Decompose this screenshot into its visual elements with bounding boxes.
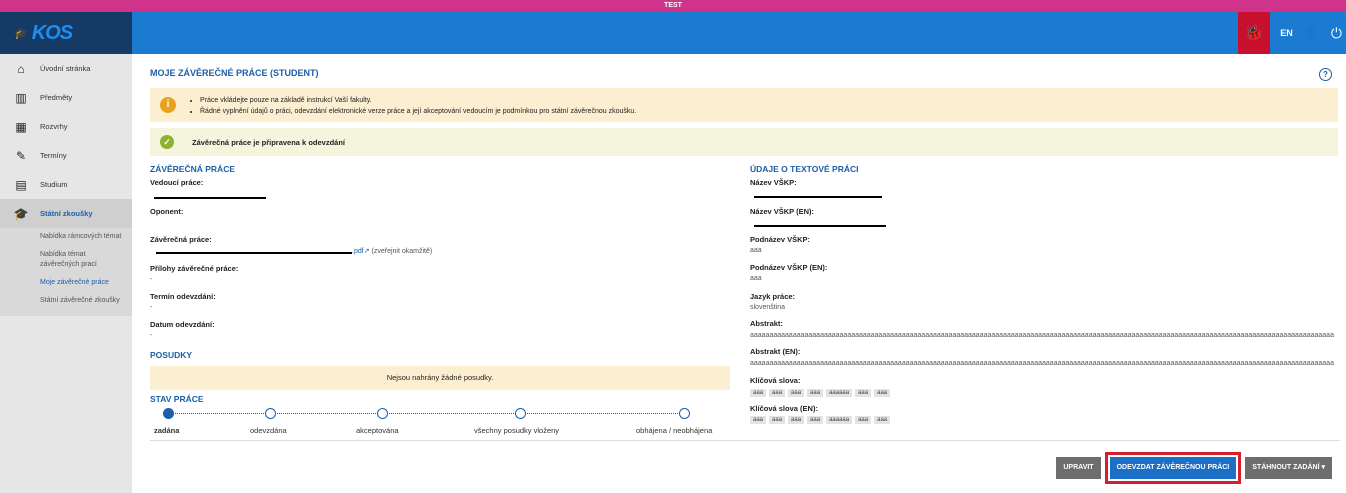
file-ext[interactable]: .pdf: [352, 248, 364, 255]
submit-date-value: -: [150, 332, 153, 339]
status-dot-accepted: [377, 408, 388, 419]
status-progress-line: [168, 413, 686, 414]
info-icon: i: [160, 97, 176, 113]
action-buttons: [1052, 452, 1332, 484]
subnav-my-theses[interactable]: Moje závěrečné práce: [40, 279, 109, 286]
attachments-label: Přílohy závěrečné práce:: [150, 264, 239, 273]
keyword-tag: aaa: [855, 389, 871, 397]
subnav-thesis-topics[interactable]: Nabídka témat závěrečných prací: [40, 251, 97, 268]
subtitle-label: Podnázev VŠKP:: [750, 235, 811, 244]
title-label: Název VŠKP:: [750, 178, 797, 187]
logo-text: KOS: [31, 21, 73, 44]
info-box: [150, 88, 1338, 122]
keyword-tag: aaaaaa: [826, 389, 852, 397]
reviews-section-title: POSUDKY: [150, 350, 193, 360]
keyword-tag: aaa: [769, 416, 785, 424]
attachments-value: -: [150, 276, 153, 283]
sidebar-item-study[interactable]: [0, 170, 132, 199]
redacted-title: [754, 196, 882, 198]
keywords-label: Klíčová slova:: [750, 376, 801, 385]
env-banner: TEST: [0, 0, 1346, 12]
sidebar-item-state-exams[interactable]: [0, 199, 132, 228]
graduation-cap-icon: 🎓: [13, 206, 29, 221]
graduation-cap-icon: 🎓: [14, 27, 28, 40]
no-reviews-message: Nejsou nahrány žádné posudky.: [150, 366, 730, 390]
subtitle-value: aaa: [750, 247, 762, 254]
abstract-en-label: Abstrakt (EN):: [750, 347, 801, 356]
thesis-section-title: ZÁVĚREČNÁ PRÁCE: [150, 164, 236, 174]
keyword-tag: aaa: [750, 389, 766, 397]
subtitle-en-label: Podnázev VŠKP (EN):: [750, 263, 828, 272]
page-title: MOJE ZÁVĚREČNÉ PRÁCE (STUDENT): [150, 68, 319, 78]
bug-report-icon[interactable]: 🐞: [1238, 12, 1270, 54]
check-icon: ✓: [160, 135, 174, 149]
sidebar-item-label: Předměty: [40, 93, 73, 102]
keyword-tag: aaaaaa: [826, 416, 852, 424]
status-step-label: odevzdána: [250, 426, 287, 435]
chevron-down-icon: ▾: [1321, 464, 1325, 471]
status-step-label: obhájena / neobhájena: [636, 426, 713, 435]
keywords-en-list: [750, 416, 890, 424]
sidebar-item-label: Rozvrhy: [40, 122, 68, 131]
text-info-section-title: ÚDAJE O TEXTOVÉ PRÁCI: [750, 164, 859, 174]
download-assignment-label: STÁHNOUT ZADÁNÍ: [1252, 464, 1320, 471]
highlighted-submit: [1105, 452, 1242, 484]
redacted-supervisor: [154, 197, 266, 199]
deadline-value: -: [150, 304, 153, 311]
user-icon[interactable]: 👤: [1302, 25, 1319, 40]
redacted-filename: [156, 252, 352, 254]
status-step-label: zadána: [154, 426, 180, 435]
status-dot-reviews: [515, 408, 526, 419]
sidebar-item-label: Studium: [40, 180, 68, 189]
opponent-label: Oponent:: [150, 207, 184, 216]
sidebar-item-home[interactable]: [0, 54, 132, 83]
sidebar-item-exams[interactable]: [0, 141, 132, 170]
language-switch[interactable]: EN: [1280, 28, 1293, 38]
book-icon: ▥: [15, 90, 27, 105]
sidebar-item-schedules[interactable]: [0, 112, 132, 141]
language-value: slovenština: [750, 304, 786, 311]
status-dot-submitted: [265, 408, 276, 419]
sidebar: [0, 54, 132, 493]
file-note: (zveřejnit okamžitě): [371, 248, 433, 255]
top-bar: [0, 12, 1346, 54]
ready-message: Závěrečná práce je připravena k odevzdání: [192, 138, 345, 147]
logo[interactable]: [0, 12, 132, 54]
submit-thesis-button[interactable]: ODEVZDAT ZÁVĚREČNOU PRÁCI: [1110, 457, 1237, 479]
sidebar-item-label: Termíny: [40, 151, 67, 160]
info-line: • Práce vkládejte pouze na základě instrukcí Vaší fakulty.: [200, 95, 636, 106]
logout-icon[interactable]: ⏻: [1330, 24, 1342, 41]
ready-box: [150, 128, 1338, 156]
help-icon[interactable]: ?: [1319, 68, 1332, 81]
sidebar-item-label: Státní zkoušky: [40, 209, 93, 218]
title-en-label: Název VŠKP (EN):: [750, 207, 815, 216]
keywords-list: [750, 389, 890, 397]
status-dot-assigned: [163, 408, 174, 419]
sidebar-item-subjects[interactable]: [0, 83, 132, 112]
edit-button[interactable]: UPRAVIT: [1056, 457, 1100, 479]
status-step-label: akceptována: [356, 426, 399, 435]
external-link-icon: ↗: [363, 248, 370, 255]
keyword-tag: aaa: [855, 416, 871, 424]
subnav-final-state-exams[interactable]: Státní závěrečné zkoušky: [40, 297, 120, 304]
sidebar-subnav: [0, 228, 132, 316]
exam-icon: ✎: [15, 148, 27, 163]
submit-date-label: Datum odevzdání:: [150, 320, 215, 329]
sidebar-item-label: Úvodní stránka: [40, 64, 91, 73]
info-line: • Řádné vyplnění údajů o práci, odevzdání elektronické verze práce a její akceptování vedoucím je podmínkou pro státní závěrečnou zkoušku.: [200, 106, 636, 117]
keyword-tag: aaa: [788, 416, 804, 424]
divider: [150, 440, 1340, 441]
supervisor-label: Vedoucí práce:: [150, 178, 204, 187]
status-dot-defended: [679, 408, 690, 419]
thesis-file-label: Závěrečná práce:: [150, 235, 212, 244]
keyword-tag: aaa: [874, 416, 890, 424]
keyword-tag: aaa: [750, 416, 766, 424]
keyword-tag: aaa: [769, 389, 785, 397]
keywords-en-label: Klíčová slova (EN):: [750, 404, 818, 413]
status-step-label: všechny posudky vloženy: [474, 426, 560, 435]
subtitle-en-value: aaa: [750, 275, 762, 282]
keyword-tag: aaa: [788, 389, 804, 397]
subnav-framework-topics[interactable]: Nabídka rámcových témat: [40, 233, 122, 240]
redacted-title-en: [754, 225, 886, 227]
thesis-file-link[interactable]: [352, 247, 432, 255]
status-section-title: STAV PRÁCE: [150, 394, 204, 404]
page-header: [150, 68, 1340, 78]
abstract-label: Abstrakt:: [750, 319, 783, 328]
abstract-value: aaaaaaaaaaaaaaaaaaaaaaaaaaaaaaaaaaaaaaaaaaaaaaaaaaaaaaaaaaaaaaaaaaaaaaaaaaaaaaaaaaaaaaaaaaaaaaaaaaaaaaaaaaaaaaaaaaaaaaaaaaaaaaaaaaaaaaaaaaaaaaaaaaaaaa: [750, 332, 1334, 339]
calendar-icon: ▦: [15, 119, 27, 134]
deadline-label: Termín odevzdání:: [150, 292, 216, 301]
abstract-en-value: aaaaaaaaaaaaaaaaaaaaaaaaaaaaaaaaaaaaaaaaaaaaaaaaaaaaaaaaaaaaaaaaaaaaaaaaaaaaaaaaaaaaaaaaaaaaaaaaaaaaaaaaaaaaaaaaaaaaaaaaaaaaaaaaaaaaaaaaaaaaaaaaaaaaaa: [750, 360, 1334, 367]
keyword-tag: aaa: [874, 389, 890, 397]
keyword-tag: aaa: [807, 416, 823, 424]
language-label: Jazyk práce:: [750, 292, 796, 301]
id-card-icon: ▤: [15, 177, 27, 192]
keyword-tag: aaa: [807, 389, 823, 397]
download-assignment-button[interactable]: [1245, 457, 1332, 479]
home-icon: ⌂: [17, 61, 25, 76]
